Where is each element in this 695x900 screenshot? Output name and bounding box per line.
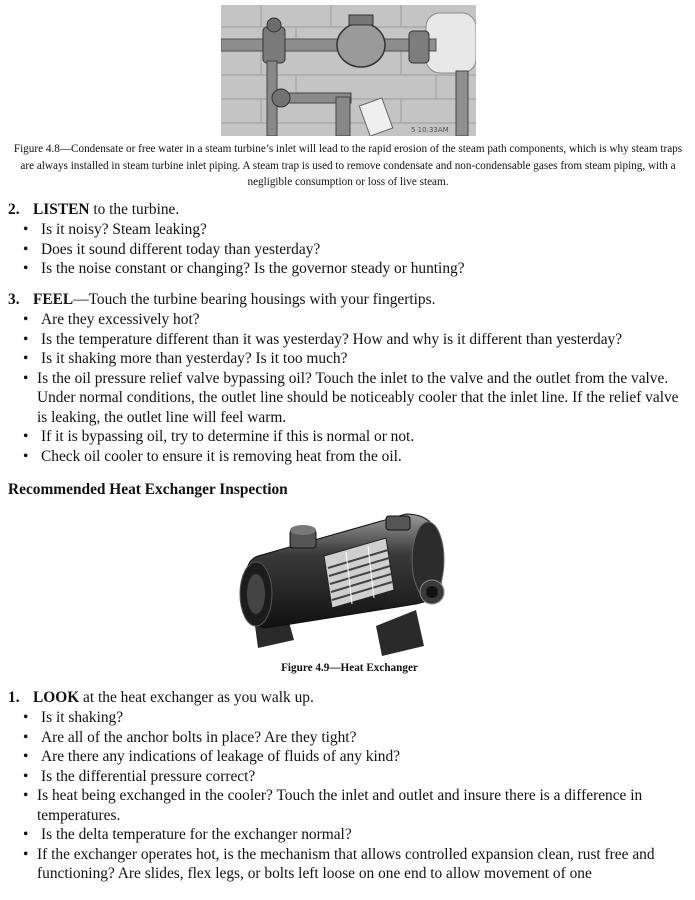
look-heading <box>8 688 692 708</box>
list-item: • Are all of the anchor bolts in place? Are they tight? <box>8 728 692 748</box>
look-number: 1. <box>8 689 20 706</box>
figure-4-9-caption: Figure 4.9—Heat Exchanger <box>281 662 418 674</box>
list-item: • Are they excessively hot? <box>8 310 692 330</box>
heat-exchanger-illustration <box>236 508 458 660</box>
feel-heading <box>8 290 692 310</box>
list-item: • If it is bypassing oil, try to determine if this is normal or not. <box>8 427 692 447</box>
figure-4-9-photo <box>236 508 458 660</box>
list-item: • Is it noisy? Steam leaking? <box>8 220 692 240</box>
listen-number: 2. <box>8 201 20 218</box>
list-item: • Is heat being exchanged in the cooler? Touch the inlet and outlet and insure there is a difference in temperatures. <box>8 786 692 825</box>
list-item: • Is it shaking more than yesterday? Is it too much? <box>8 349 692 369</box>
listen-heading <box>8 200 692 220</box>
list-item: • Is the noise constant or changing? Is the governor steady or hunting? <box>8 259 692 279</box>
look-section <box>8 688 692 884</box>
list-item: • Is the oil pressure relief valve bypassing oil? Touch the inlet to the valve and the outlet from the valve. Under normal conditions, the outlet line should be noticeably cooler that the inlet line. If the relief valve is leaking, the outlet line will feel warm. <box>8 369 692 428</box>
list-item: • Are there any indications of leakage of fluids of any kind? <box>8 747 692 767</box>
figure-4-8-caption: Figure 4.8—Condensate or free water in a steam turbine’s inlet will lead to the rapid erosion of the steam path components, which is why steam traps are always installed in steam turbine inlet piping. A steam trap is used to remove condensate and non-condensable gases from steam piping, with a negligible consumption or loss of live steam. <box>13 143 683 188</box>
list-item: • Check oil cooler to ensure it is removing heat from the oil. <box>8 447 692 467</box>
feel-list <box>8 310 692 466</box>
feel-text: —Touch the turbine bearing housings with your fingertips. <box>73 291 436 308</box>
list-item: • Is it shaking? <box>8 708 692 728</box>
look-text: at the heat exchanger as you walk up. <box>79 689 314 706</box>
listen-list <box>8 220 692 279</box>
listen-section <box>8 200 692 279</box>
list-item: • Does it sound different today than yesterday? <box>8 240 692 260</box>
steam-trap-piping-illustration <box>221 5 476 136</box>
look-list <box>8 708 692 884</box>
feel-keyword: FEEL <box>33 291 74 308</box>
list-item: • If the exchanger operates hot, is the mechanism that allows controlled expansion clean, rust free and functioning? Are slides, flex legs, or bolts left loose on one end to allow movement of one <box>8 845 692 884</box>
list-item: • Is the delta temperature for the exchanger normal? <box>8 825 692 845</box>
inspection-title: Recommended Heat Exchanger Inspection <box>8 481 288 498</box>
feel-number: 3. <box>8 291 20 308</box>
look-keyword: LOOK <box>33 689 80 706</box>
list-item: • Is the temperature different than it was yesterday? How and why is it different than yesterday? <box>8 330 692 350</box>
list-item: • Is the differential pressure correct? <box>8 767 692 787</box>
timestamp-overlay: 5 10:33AM <box>411 126 449 134</box>
listen-text: to the turbine. <box>89 201 180 218</box>
figure-4-8-photo <box>221 5 476 136</box>
feel-section <box>8 290 692 466</box>
listen-keyword: LISTEN <box>33 201 90 218</box>
